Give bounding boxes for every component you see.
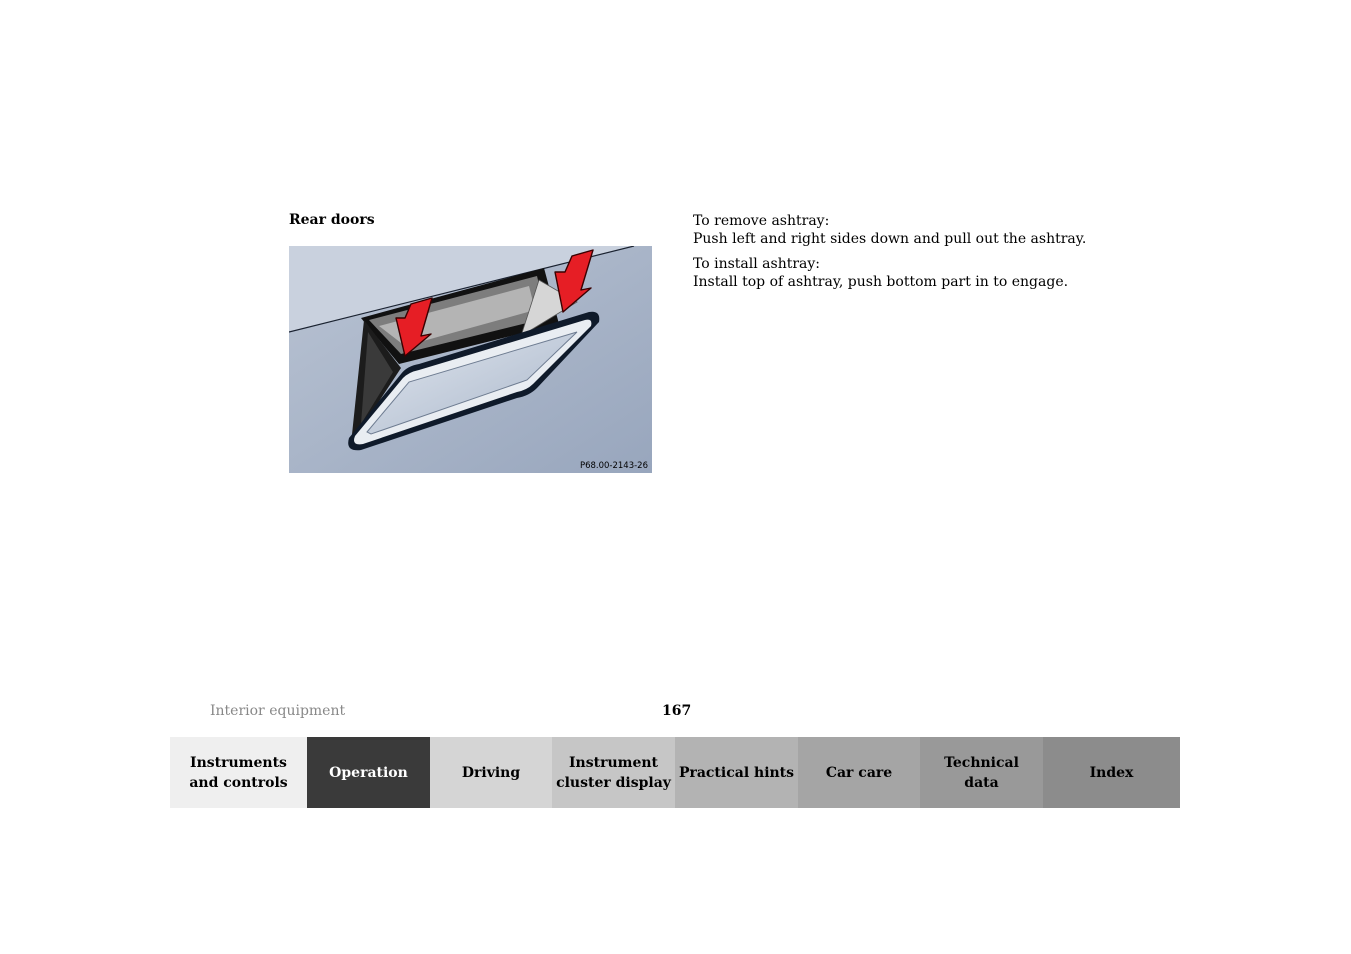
ashtray-drawing	[289, 246, 652, 473]
chapter-nav	[170, 737, 1180, 808]
tab-instrument-cluster-display[interactable]: Instrument cluster display	[552, 737, 675, 808]
tab-technical-data[interactable]: Technical data	[920, 737, 1043, 808]
tab-driving[interactable]: Driving	[430, 737, 552, 808]
tab-instruments-and-controls[interactable]: Instruments and controls	[170, 737, 307, 808]
figure-code: P68.00-2143-26	[579, 461, 648, 471]
instructions	[693, 212, 1143, 298]
section-heading: Rear doors	[289, 212, 375, 228]
page-number: 167	[662, 703, 692, 719]
remove-title: To remove ashtray:	[693, 213, 830, 229]
remove-text: Push left and right sides down and pull out the ashtray.	[693, 231, 1087, 247]
tab-car-care[interactable]: Car care	[798, 737, 920, 808]
tab-index[interactable]: Index	[1043, 737, 1180, 808]
install-title: To install ashtray:	[693, 256, 821, 272]
tab-operation[interactable]: Operation	[307, 737, 430, 808]
install-text: Install top of ashtray, push bottom part in to engage.	[693, 274, 1069, 290]
remove-instruction	[693, 212, 1143, 248]
footer-section-title: Interior equipment	[210, 703, 346, 719]
tab-practical-hints[interactable]: Practical hints	[675, 737, 798, 808]
install-instruction	[693, 255, 1143, 291]
ashtray-illustration	[289, 246, 652, 473]
